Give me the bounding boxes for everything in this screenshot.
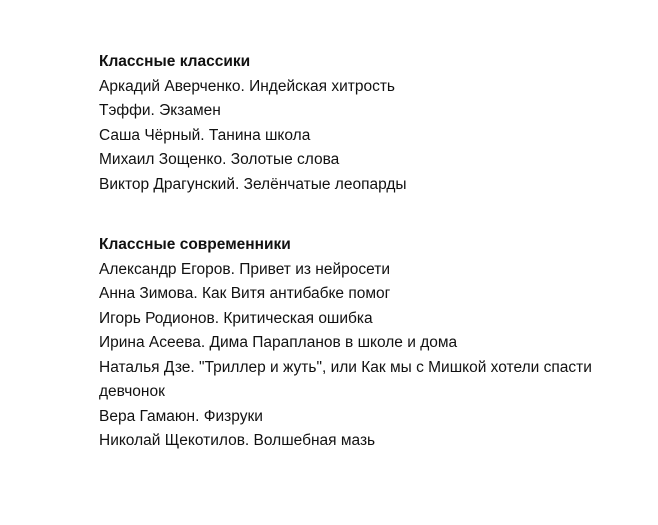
list-item: Аркадий Аверченко. Индейская хитрость bbox=[99, 77, 395, 95]
list-item: Николай Щекотилов. Волшебная мазь bbox=[99, 432, 376, 449]
list-item: Анна Зимова. Как Витя антибабке помог bbox=[99, 285, 391, 302]
section-heading: Классные современники bbox=[99, 236, 291, 253]
section-classics bbox=[99, 50, 639, 197]
list-item: Тэффи. Экзамен bbox=[99, 102, 221, 119]
list-item: Игорь Родионов. Критическая ошибка bbox=[99, 309, 373, 327]
list-item: Михаил Зощенко. Золотые слова bbox=[99, 151, 340, 168]
section-heading: Классные классики bbox=[99, 53, 251, 70]
list-item: Вера Гамаюн. Физруки bbox=[99, 407, 263, 425]
list-item: Виктор Драгунский. Зелёнчатые леопарды bbox=[99, 175, 407, 193]
list-item: Александр Егоров. Привет из нейросети bbox=[99, 260, 390, 278]
document-body bbox=[99, 50, 639, 454]
list-item: Саша Чёрный. Танина школа bbox=[99, 126, 311, 144]
list-item: Ирина Асеева. Дима Парапланов в школе и дома bbox=[99, 334, 458, 351]
list-item: Наталья Дзе. "Триллер и жуть", или Как мы с Мишкой хотели спасти девчонок bbox=[99, 358, 592, 400]
section-contemporaries bbox=[99, 233, 639, 454]
